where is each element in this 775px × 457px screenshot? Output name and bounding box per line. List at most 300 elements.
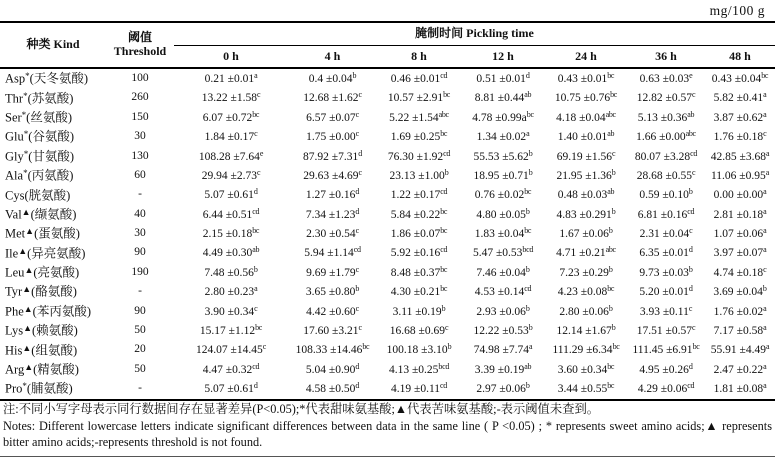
- significance-letter: cd: [690, 148, 698, 158]
- significance-letter: b: [253, 264, 258, 274]
- significance-letter: c: [355, 264, 359, 274]
- significance-letter: d: [253, 187, 258, 197]
- significance-letter: b: [447, 342, 452, 352]
- measurement-cell: 76.30 ±1.92$^{cd}$: [387, 148, 451, 163]
- threshold-value: 30: [134, 130, 146, 143]
- measurement-cell: 1.40 ±0.01$^{ab}$: [557, 129, 615, 144]
- significance-letter: bcd: [522, 245, 534, 255]
- table-body: [0, 68, 775, 400]
- significance-letter: cd: [440, 245, 448, 255]
- header-row-1: [0, 22, 775, 46]
- note-english: Notes: Different lowercase letters indicate significant differences between data in the same line ( P <0.05) ; * represents sweet amino acids;▲ represents bitter amino acids;-represents threshold is not found.: [3, 419, 772, 449]
- amino-acid-label: Asp*(天冬氨酸): [5, 71, 88, 86]
- significance-letter: c: [691, 323, 696, 333]
- significance-letter: d: [688, 245, 693, 255]
- time-header-36h: 36 h: [627, 46, 705, 69]
- significance-letter: b: [528, 148, 533, 158]
- significance-letter: b: [352, 70, 357, 80]
- measurement-cell: 55.91 ±4.49$^a$: [710, 342, 770, 357]
- amino-acid-label: Tyr▲(酪氨酸): [5, 284, 77, 299]
- threshold-value: 130: [131, 149, 149, 162]
- measurement-cell: 0.59 ±0.10$^b$: [639, 187, 693, 202]
- significance-letter: d: [355, 206, 360, 216]
- measurement-cell: 124.07 ±14.45$^c$: [196, 342, 266, 357]
- significance-letter: a: [765, 342, 770, 352]
- measurement-cell: 80.07 ±3.28$^{cd}$: [634, 148, 698, 163]
- significance-letter: bc: [255, 323, 263, 333]
- measurement-cell: 0.46 ±0.01$^{cd}$: [390, 70, 448, 85]
- measurement-cell: 2.31 ±0.04$^c$: [639, 226, 693, 241]
- measurement-cell: 3.39 ±0.19$^{ab}$: [474, 361, 532, 376]
- measurement-cell: 16.68 ±0.69$^c$: [389, 323, 449, 338]
- threshold-value: -: [138, 188, 142, 201]
- measurement-cell: 5.04 ±0.90$^d$: [305, 361, 360, 376]
- significance-letter: ab: [524, 361, 532, 371]
- amino-acid-label: Thr*(苏氨酸): [5, 90, 74, 106]
- significance-letter: c: [355, 129, 359, 139]
- significance-letter: cd: [443, 148, 451, 158]
- threshold-header-en: Threshold: [113, 44, 167, 58]
- time-header-4h: 4 h: [288, 46, 377, 69]
- measurement-cell: 12.68 ±1.62$^c$: [303, 90, 362, 105]
- significance-letter: a: [763, 206, 767, 216]
- measurement-cell: 1.66 ±0.00$^{abc}$: [636, 129, 696, 144]
- significance-letter: a: [763, 187, 767, 197]
- table-row: [0, 68, 775, 88]
- significance-letter: bc: [362, 342, 370, 352]
- significance-letter: b: [355, 284, 360, 294]
- measurement-cell: 11.06 ±0.95$^a$: [710, 167, 770, 182]
- measurement-cell: 4.47 ±0.32$^{cd}$: [202, 361, 260, 376]
- measurement-cell: 3.97 ±0.07$^a$: [713, 245, 767, 260]
- measurement-cell: 3.11 ±0.19$^b$: [392, 303, 446, 318]
- measurement-cell: 2.15 ±0.18$^{bc}$: [202, 226, 260, 241]
- significance-letter: abc: [605, 245, 616, 255]
- measurement-cell: 8.81 ±0.44$^{ab}$: [474, 90, 532, 105]
- significance-letter: a: [763, 226, 767, 236]
- measurement-cell: 13.22 ±1.58$^c$: [201, 90, 261, 105]
- significance-letter: bc: [607, 70, 615, 80]
- significance-letter: bc: [524, 187, 532, 197]
- sweet-asterisk-icon: *: [23, 168, 28, 179]
- threshold-column-header: [106, 22, 174, 68]
- measurement-cell: 4.13 ±0.25$^{bcd}$: [388, 361, 450, 376]
- measurement-cell: 74.98 ±7.74$^a$: [473, 342, 533, 357]
- significance-letter: b: [608, 264, 613, 274]
- amino-acid-label: Ile▲(异亮氨酸): [5, 245, 86, 261]
- significance-letter: cd: [353, 245, 361, 255]
- measurement-cell: 17.51 ±0.57$^c$: [636, 323, 696, 338]
- bitter-triangle-icon: ▲: [24, 362, 34, 373]
- significance-letter: c: [256, 90, 261, 100]
- sweet-asterisk-icon: *: [23, 90, 28, 101]
- significance-letter: a: [763, 323, 767, 333]
- measurement-cell: 4.29 ±0.06$^{cd}$: [627, 379, 705, 399]
- table-row: [0, 244, 775, 263]
- measurement-cell: 3.90 ±0.34$^c$: [204, 303, 258, 318]
- measurement-cell: 18.95 ±0.71$^b$: [473, 167, 533, 182]
- significance-letter: abc: [438, 109, 449, 119]
- table-row: [0, 166, 775, 185]
- measurement-cell: 4.58 ±0.50$^d$: [288, 379, 377, 399]
- significance-letter: bc: [440, 129, 448, 139]
- measurement-cell: 5.07 ±0.61$^d$: [174, 379, 288, 399]
- table-row: [0, 224, 775, 243]
- significance-letter: b: [688, 187, 693, 197]
- measurement-cell: 0.21 ±0.01$^a$: [204, 70, 258, 85]
- significance-letter: cd: [252, 361, 260, 371]
- measurement-cell: 0.43 ±0.04$^{bc}$: [711, 70, 769, 85]
- significance-letter: bc: [443, 90, 451, 100]
- significance-letter: abc: [605, 109, 616, 119]
- measurement-cell: 42.85 ±3.68$^a$: [710, 148, 770, 163]
- measurement-cell: 4.19 ±0.11$^{cd}$: [377, 379, 461, 399]
- amino-acid-label: Ala*(丙氨酸): [5, 168, 74, 183]
- measurement-cell: 3.93 ±0.11$^c$: [639, 303, 693, 318]
- measurement-cell: 4.80 ±0.05$^b$: [476, 206, 530, 221]
- amino-acid-label: Arg▲(精氨酸): [5, 362, 79, 377]
- measurement-cell: 3.69 ±0.04$^b$: [713, 284, 767, 299]
- significance-letter: bc: [526, 109, 534, 119]
- measurement-cell: 7.23 ±0.29$^b$: [559, 264, 613, 279]
- measurement-cell: 1.67 ±0.06$^b$: [559, 226, 613, 241]
- measurement-cell: 4.53 ±0.14$^{cd}$: [474, 284, 532, 299]
- sweet-asterisk-icon: *: [22, 381, 27, 392]
- sweet-asterisk-icon: *: [21, 109, 27, 120]
- significance-letter: b: [528, 323, 533, 333]
- significance-letter: c: [691, 90, 696, 100]
- sweet-asterisk-icon: *: [25, 71, 30, 82]
- measurement-cell: 111.29 ±6.34$^{bc}$: [552, 342, 620, 357]
- measurement-cell: 28.68 ±0.55$^c$: [636, 167, 696, 182]
- significance-letter: c: [763, 129, 767, 139]
- significance-letter: ab: [252, 245, 260, 255]
- table-row: [0, 282, 775, 301]
- significance-letter: cd: [440, 70, 448, 80]
- significance-letter: b: [525, 206, 530, 216]
- threshold-value: 50: [134, 324, 146, 337]
- significance-letter: d: [355, 381, 360, 391]
- pickling-time-group-header: 腌制时间 Pickling time: [174, 22, 775, 46]
- significance-letter: cd: [252, 206, 260, 216]
- measurement-cell: 3.87 ±0.62$^a$: [713, 109, 767, 124]
- bitter-triangle-icon: ▲: [25, 226, 35, 237]
- measurement-cell: 0.51 ±0.01$^d$: [476, 70, 530, 85]
- measurement-cell: 4.74 ±0.18$^c$: [713, 264, 767, 279]
- measurement-cell: 1.84 ±0.17$^c$: [204, 129, 258, 144]
- significance-letter: cd: [687, 206, 695, 216]
- threshold-value: -: [138, 285, 142, 298]
- amino-acid-label: Gly*(甘氨酸): [5, 148, 75, 164]
- significance-letter: d: [355, 187, 360, 197]
- threshold-value: 90: [134, 246, 146, 259]
- measurement-cell: 1.69 ±0.25$^{bc}$: [390, 129, 448, 144]
- measurement-cell: 3.44 ±0.55$^{bc}$: [545, 379, 627, 399]
- measurement-cell: 0.63 ±0.03$^e$: [639, 70, 693, 85]
- measurement-cell: 1.83 ±0.04$^{bc}$: [474, 226, 532, 241]
- measurement-cell: 108.28 ±7.64$^e$: [198, 148, 264, 163]
- measurement-cell: 0.48 ±0.03$^{ab}$: [557, 187, 615, 202]
- significance-letter: ab: [607, 187, 615, 197]
- measurement-cell: 2.97 ±0.06$^b$: [461, 379, 545, 399]
- measurement-cell: 12.82 ±0.57$^c$: [636, 90, 696, 105]
- measurement-cell: 2.80 ±0.06$^b$: [559, 303, 613, 318]
- measurement-cell: 12.14 ±1.67$^b$: [556, 323, 616, 338]
- measurement-cell: 5.82 ±0.41$^a$: [713, 90, 767, 105]
- amino-acid-label: Leu▲(亮氨酸): [5, 265, 80, 280]
- threshold-value: 190: [131, 265, 149, 278]
- significance-letter: c: [611, 148, 616, 158]
- amino-acid-label: His▲(组氨酸): [5, 342, 78, 358]
- significance-letter: c: [355, 109, 359, 119]
- measurement-cell: 1.86 ±0.07$^{bc}$: [390, 226, 448, 241]
- significance-letter: c: [358, 323, 362, 333]
- measurement-cell: 4.42 ±0.60$^c$: [306, 303, 359, 318]
- table-notes: [3, 401, 772, 450]
- measurement-cell: 100.18 ±3.10$^b$: [386, 342, 452, 357]
- bitter-triangle-icon: ▲: [21, 206, 31, 217]
- measurement-cell: 4.23 ±0.08$^{bc}$: [557, 284, 615, 299]
- significance-letter: c: [688, 303, 693, 313]
- measurement-cell: 0.4 ±0.04$^b$: [308, 70, 357, 85]
- amino-acid-label: Ser*(丝氨酸): [5, 109, 72, 125]
- sweet-asterisk-icon: *: [23, 148, 29, 159]
- significance-letter: bc: [612, 342, 620, 352]
- significance-letter: c: [763, 264, 767, 274]
- measurement-cell: 2.47 ±0.22$^a$: [713, 361, 767, 376]
- significance-letter: cd: [687, 381, 695, 391]
- significance-letter: d: [688, 284, 693, 294]
- significance-letter: bc: [440, 206, 448, 216]
- threshold-value: 100: [131, 71, 149, 84]
- significance-letter: bc: [761, 70, 769, 80]
- measurement-cell: 12.22 ±0.53$^b$: [473, 323, 533, 338]
- significance-letter: a: [526, 129, 530, 139]
- significance-letter: a: [765, 148, 770, 158]
- measurement-cell: 4.71 ±0.21$^{abc}$: [556, 245, 616, 260]
- significance-letter: b: [688, 264, 693, 274]
- significance-letter: a: [254, 284, 258, 294]
- measurement-cell: 21.95 ±1.36$^b$: [556, 167, 616, 182]
- significance-letter: b: [528, 167, 533, 177]
- measurement-cell: 5.47 ±0.53$^{bcd}$: [472, 245, 534, 260]
- measurement-cell: 9.73 ±0.03$^b$: [639, 264, 693, 279]
- note-chinese: 注:不同小写字母表示同行数据间存在显著差异(P<0.05);*代表甜味氨基酸;▲代表苦味氨基酸;-表示阈值未查到。: [3, 402, 600, 416]
- significance-letter: bc: [440, 284, 448, 294]
- significance-letter: c: [444, 323, 449, 333]
- significance-letter: a: [763, 381, 767, 391]
- measurement-cell: 5.20 ±0.01$^d$: [639, 284, 693, 299]
- measurement-cell: 6.81 ±0.16$^{cd}$: [637, 206, 695, 221]
- table-row: [0, 340, 775, 359]
- measurement-cell: 29.94 ±2.73$^c$: [201, 167, 261, 182]
- significance-letter: b: [611, 206, 616, 216]
- threshold-value: -: [106, 379, 174, 399]
- significance-letter: b: [444, 167, 449, 177]
- measurement-cell: 10.75 ±0.76$^{bc}$: [554, 90, 618, 105]
- kind-column-header: 种类 Kind: [0, 22, 106, 68]
- significance-letter: a: [254, 70, 258, 80]
- table-row: [0, 263, 775, 282]
- threshold-value: 150: [131, 110, 149, 123]
- table-row: [0, 302, 775, 321]
- significance-letter: bcd: [438, 361, 450, 371]
- amino-acid-label: Lys▲(赖氨酸): [5, 323, 78, 338]
- measurement-cell: 3.60 ±0.34$^{bc}$: [557, 361, 615, 376]
- significance-letter: ab: [607, 129, 615, 139]
- threshold-value: 50: [134, 362, 146, 375]
- measurement-cell: 111.45 ±6.91$^{bc}$: [632, 342, 700, 357]
- measurement-cell: 8.48 ±0.37$^{bc}$: [390, 264, 448, 279]
- bitter-triangle-icon: ▲: [18, 245, 28, 256]
- significance-letter: a: [765, 167, 770, 177]
- measurement-cell: 0.00 ±0.00$^a$: [713, 187, 767, 202]
- measurement-cell: 7.17 ±0.58$^a$: [713, 323, 767, 338]
- measurement-cell: 1.22 ±0.17$^{cd}$: [390, 187, 448, 202]
- table-row: [0, 205, 775, 224]
- significance-letter: d: [688, 361, 693, 371]
- measurement-cell: 9.69 ±1.79$^c$: [306, 264, 359, 279]
- measurement-cell: 4.83 ±0.291$^b$: [556, 206, 616, 221]
- measurement-cell: 55.53 ±5.62$^b$: [473, 148, 533, 163]
- threshold-header-zh: 阈值: [127, 30, 152, 45]
- time-header-24h: 24 h: [545, 46, 627, 69]
- measurement-cell: 5.22 ±1.54$^{abc}$: [389, 109, 449, 124]
- measurement-cell: 5.13 ±0.36$^{ab}$: [637, 109, 695, 124]
- significance-letter: cd: [524, 284, 532, 294]
- measurement-cell: 7.34 ±1.23$^d$: [305, 206, 360, 221]
- amino-acid-label: Cys(胱氨酸): [5, 188, 71, 203]
- threshold-value: 40: [134, 207, 146, 220]
- measurement-cell: 17.60 ±3.21$^c$: [303, 323, 362, 338]
- significance-letter: c: [355, 226, 359, 236]
- significance-letter: bc: [440, 226, 448, 236]
- measurement-cell: 1.34 ±0.02$^a$: [476, 129, 530, 144]
- measurement-cell: 4.49 ±0.30$^{ab}$: [202, 245, 260, 260]
- significance-letter: b: [525, 381, 530, 391]
- significance-letter: c: [355, 303, 359, 313]
- measurement-cell: 108.33 ±14.46$^{bc}$: [295, 342, 370, 357]
- bitter-triangle-icon: ▲: [22, 342, 32, 353]
- significance-letter: bc: [607, 381, 615, 391]
- measurement-cell: 7.48 ±0.56$^b$: [204, 264, 258, 279]
- significance-letter: d: [525, 70, 530, 80]
- significance-letter: c: [691, 167, 696, 177]
- measurement-cell: 5.07 ±0.61$^d$: [204, 187, 258, 202]
- table-row: [0, 88, 775, 107]
- bitter-triangle-icon: ▲: [24, 265, 34, 276]
- significance-letter: b: [608, 303, 613, 313]
- significance-letter: bc: [607, 284, 615, 294]
- significance-letter: b: [525, 264, 530, 274]
- bitter-triangle-icon: ▲: [23, 303, 33, 314]
- significance-letter: c: [358, 90, 362, 100]
- measurement-cell: 5.94 ±1.14$^{cd}$: [304, 245, 361, 260]
- amino-acid-label: Pro*(脯氨酸): [0, 379, 106, 399]
- significance-letter: c: [254, 303, 258, 313]
- measurement-cell: 2.80 ±0.23$^a$: [204, 284, 258, 299]
- significance-letter: b: [611, 323, 616, 333]
- significance-letter: a: [528, 342, 533, 352]
- table-row: [0, 379, 775, 399]
- measurement-cell: 23.13 ±1.00$^b$: [389, 167, 449, 182]
- amino-acid-label: Val▲(缬氨酸): [5, 206, 77, 222]
- measurement-cell: 6.57 ±0.07$^c$: [306, 109, 359, 124]
- significance-letter: bc: [252, 226, 260, 236]
- measurement-cell: 4.95 ±0.26$^d$: [639, 361, 693, 376]
- significance-letter: bc: [524, 226, 532, 236]
- unit-label: mg/100 g: [709, 3, 765, 18]
- threshold-value: 60: [134, 168, 146, 181]
- significance-letter: a: [763, 245, 767, 255]
- time-header-8h: 8 h: [377, 46, 461, 69]
- amino-acid-label: Met▲(蛋氨酸): [5, 226, 80, 241]
- measurement-cell: 4.18 ±0.04$^{abc}$: [556, 109, 616, 124]
- measurement-cell: 5.84 ±0.22$^{bc}$: [390, 206, 448, 221]
- significance-letter: c: [262, 342, 266, 352]
- measurement-cell: 10.57 ±2.91$^{bc}$: [387, 90, 451, 105]
- significance-letter: b: [525, 303, 530, 313]
- significance-letter: bc: [440, 264, 448, 274]
- significance-letter: b: [608, 226, 613, 236]
- measurement-cell: 15.17 ±1.12$^{bc}$: [199, 323, 263, 338]
- measurement-cell: 1.76 ±0.18$^c$: [713, 129, 767, 144]
- significance-letter: e: [689, 70, 693, 80]
- measurement-cell: 2.93 ±0.06$^b$: [476, 303, 530, 318]
- table-row: [0, 321, 775, 340]
- amino-acid-table: [0, 21, 775, 401]
- sweet-asterisk-icon: *: [23, 129, 29, 140]
- measurement-cell: $4.78 \pm 0.99a^{bc}$: [472, 109, 534, 124]
- measurement-cell: 69.19 ±1.56$^c$: [556, 148, 616, 163]
- significance-letter: b: [441, 303, 446, 313]
- measurement-cell: 1.27 ±0.16$^d$: [305, 187, 360, 202]
- time-header-48h: 48 h: [705, 46, 775, 69]
- measurement-cell: 7.46 ±0.04$^b$: [476, 264, 530, 279]
- amino-acid-label: Phe▲(苯丙氨酸): [5, 303, 91, 319]
- measurement-cell: 87.92 ±7.31$^d$: [303, 148, 362, 163]
- measurement-cell: 3.65 ±0.80$^b$: [305, 284, 360, 299]
- significance-letter: b: [762, 284, 767, 294]
- time-header-12h: 12 h: [461, 46, 545, 69]
- table-row: [0, 108, 775, 127]
- significance-letter: d: [355, 361, 360, 371]
- significance-letter: bc: [607, 361, 615, 371]
- significance-letter: a: [763, 109, 767, 119]
- table-row: [0, 360, 775, 379]
- measurement-cell: 1.07 ±0.06$^a$: [713, 226, 767, 241]
- significance-letter: ab: [524, 90, 532, 100]
- significance-letter: d: [358, 148, 362, 158]
- measurement-cell: 4.30 ±0.21$^{bc}$: [390, 284, 448, 299]
- measurement-cell: 1.75 ±0.00$^c$: [306, 129, 359, 144]
- significance-letter: a: [763, 303, 767, 313]
- significance-letter: c: [254, 129, 258, 139]
- bitter-triangle-icon: ▲: [22, 284, 32, 295]
- significance-letter: cd: [440, 381, 447, 391]
- threshold-value: 20: [134, 343, 146, 356]
- significance-letter: bc: [692, 342, 700, 352]
- significance-letter: e: [259, 148, 264, 158]
- measurement-cell: 1.76 ±0.02$^a$: [713, 303, 767, 318]
- significance-letter: b: [611, 167, 616, 177]
- significance-letter: bc: [252, 109, 260, 119]
- table-row: [0, 185, 775, 204]
- bitter-triangle-icon: ▲: [23, 323, 32, 334]
- measurement-cell: 6.44 ±0.51$^{cd}$: [202, 206, 260, 221]
- amino-acid-label: Glu*(谷氨酸): [5, 129, 75, 144]
- table-row: [0, 147, 775, 166]
